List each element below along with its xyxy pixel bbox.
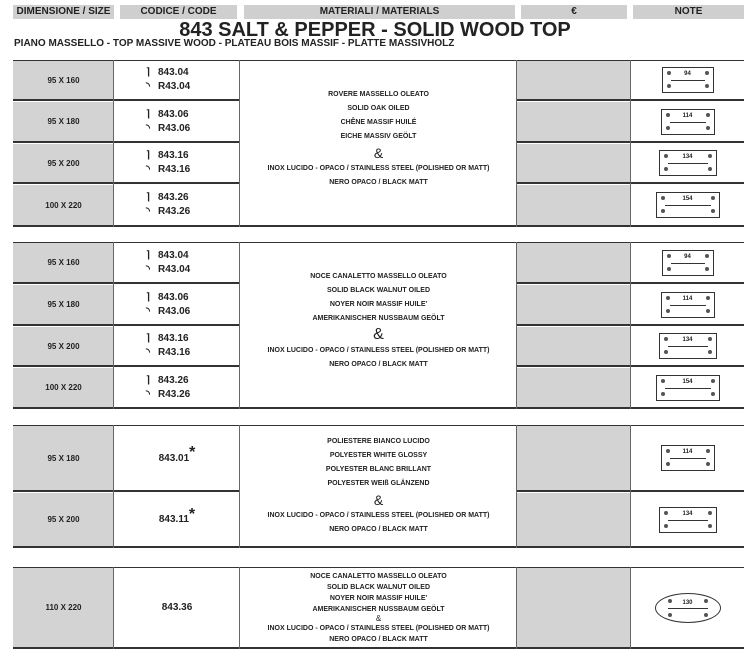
rect-table-icon	[662, 250, 714, 276]
finish-line: INOX LUCIDO - OPACO / STAINLESS STEEL (POLISHED OR MATT)	[267, 347, 490, 354]
dimension-label: 114	[682, 449, 693, 455]
note-cell	[631, 243, 744, 282]
round-corner-icon: ◝	[146, 81, 150, 92]
dimension-bar	[668, 520, 708, 521]
code-cell	[114, 426, 240, 490]
product-code: R43.06	[158, 122, 191, 134]
size-cell: 95 X 200	[13, 493, 114, 546]
leg-dot	[708, 524, 712, 528]
round-corner-icon: ◝	[146, 305, 150, 317]
dimension-bar	[671, 80, 705, 81]
size-cell: 95 X 160	[13, 243, 114, 282]
leg-dot	[711, 392, 715, 396]
leg-dot	[667, 84, 671, 88]
leg-dot	[667, 267, 671, 271]
leg-dot	[664, 167, 668, 171]
price-cell	[517, 368, 631, 407]
header-code: CODICE / CODE	[120, 5, 237, 19]
material-line: NOCE CANALETTO MASSELLO OLEATO	[310, 572, 447, 580]
dimension-bar	[668, 163, 708, 164]
column-divider	[239, 242, 240, 409]
leg-dot	[668, 613, 672, 617]
rect-table-icon	[659, 150, 717, 176]
product-code: 843.16	[158, 333, 189, 344]
material-line: CHÊNE MASSIF HUILÉ	[340, 119, 417, 126]
product-code: R43.26	[158, 388, 191, 400]
dimension-label: 154	[682, 196, 693, 202]
leg-dot	[706, 126, 710, 130]
column-divider	[630, 242, 631, 409]
finish-line: NERO OPACO / BLACK MATT	[329, 526, 428, 533]
size-cell: 95 X 180	[13, 102, 114, 141]
note-cell	[631, 61, 744, 99]
product-code: 843.04	[158, 249, 189, 261]
header-size: DIMENSIONE / SIZE	[13, 5, 114, 19]
note-cell	[631, 568, 744, 647]
product-code: 843.06	[158, 291, 189, 303]
rect-table-icon	[661, 292, 715, 318]
rect-table-icon	[662, 67, 714, 93]
price-cell	[517, 568, 631, 647]
row-divider	[13, 225, 744, 227]
ampersand: &	[373, 326, 384, 343]
leg-dot	[708, 167, 712, 171]
dimension-bar	[665, 388, 711, 389]
product-code: 843.36	[161, 602, 193, 613]
leg-dot	[708, 350, 712, 354]
leg-dot	[661, 209, 665, 213]
material-line: POLYESTER WEIß GLÄNZEND	[327, 480, 430, 487]
dimension-label: 154	[682, 378, 693, 385]
dimension-label: 94	[684, 71, 691, 77]
material-line: AMERIKANISCHER NUSSBAUM GEÖLT	[312, 315, 445, 322]
size-cell: 95 X 200	[13, 144, 114, 182]
price-cell	[517, 285, 631, 324]
price-cell	[517, 185, 631, 225]
header-materials: MATERIALI / MATERIALS	[244, 5, 515, 19]
materials-cell	[240, 243, 517, 407]
row-divider	[13, 407, 744, 409]
square-corner-icon: ⌉	[146, 291, 150, 303]
round-corner-icon: ◝	[146, 388, 150, 400]
materials-cell	[240, 426, 517, 546]
price-cell	[517, 144, 631, 182]
page-subtitle: PIANO MASSELLO - TOP MASSIVE WOOD - PLATEAU BOIS MASSIF - PLATTE MASSIVHOLZ	[14, 38, 455, 49]
material-line: SOLID OAK OILED	[347, 105, 410, 112]
dimension-bar	[665, 205, 711, 206]
leg-dot	[661, 392, 665, 396]
material-line: SOLID BLACK WALNUT OILED	[326, 287, 431, 294]
dimension-bar	[670, 458, 706, 459]
dimension-label: 134	[682, 510, 693, 517]
materials-cell	[240, 568, 517, 647]
dimension-label: 114	[682, 112, 693, 119]
code-cell	[114, 568, 240, 647]
size-cell: 100 X 220	[13, 185, 114, 225]
square-corner-icon: ⌉	[146, 374, 150, 386]
product-code: R43.16	[158, 164, 191, 175]
material-line: POLYESTER BLANC BRILLANT	[325, 466, 432, 473]
ampersand: &	[375, 613, 382, 623]
dimension-bar	[671, 263, 705, 264]
price-cell	[517, 327, 631, 365]
leg-dot	[664, 524, 668, 528]
material-line: NOYER NOIR MASSIF HUILE'	[329, 301, 428, 308]
dimension-bar	[668, 608, 708, 609]
round-corner-icon: ◝	[146, 206, 150, 217]
product-code: 843.16	[158, 150, 189, 161]
note-cell	[631, 102, 744, 141]
column-divider	[239, 567, 240, 649]
round-corner-icon: ◝	[146, 263, 150, 275]
square-corner-icon: ⌉	[146, 192, 150, 203]
size-cell: 95 X 160	[13, 61, 114, 99]
material-line: AMERIKANISCHER NUSSBAUM GEÖLT	[312, 605, 445, 613]
product-code: R43.16	[158, 347, 191, 358]
note-cell	[631, 327, 744, 365]
rect-table-icon	[661, 445, 715, 471]
material-line: POLYESTER WHITE GLOSSY	[329, 452, 428, 459]
note-cell	[631, 426, 744, 490]
asterisk-mark: *	[189, 444, 196, 461]
column-divider	[516, 242, 517, 409]
round-corner-icon: ◝	[146, 122, 150, 134]
column-divider	[516, 60, 517, 227]
dimension-bar	[670, 122, 706, 123]
row-divider	[13, 546, 744, 548]
column-divider	[113, 242, 114, 409]
note-cell	[631, 144, 744, 182]
leg-dot	[706, 309, 710, 313]
finish-line: NERO OPACO / BLACK MATT	[329, 361, 428, 368]
material-line: EICHE MASSIV GEÖLT	[340, 133, 417, 140]
note-cell	[631, 285, 744, 324]
product-code: 843.26	[158, 192, 189, 203]
code-cell	[114, 493, 240, 546]
page-title: 843 SALT & PEPPER - SOLID WOOD TOP	[179, 19, 571, 41]
square-corner-icon: ⌉	[146, 249, 150, 261]
header-note: NOTE	[633, 5, 744, 19]
ampersand: &	[373, 492, 384, 508]
ampersand: &	[373, 145, 384, 161]
product-code: 843.04	[158, 67, 189, 78]
rect-table-icon	[656, 192, 720, 218]
dimension-bar	[668, 346, 708, 347]
size-cell: 100 X 220	[13, 368, 114, 407]
product-code: R43.04	[158, 81, 191, 92]
note-cell	[631, 185, 744, 225]
leg-dot	[666, 462, 670, 466]
column-divider	[239, 425, 240, 548]
finish-line: NERO OPACO / BLACK MATT	[329, 635, 428, 643]
rect-table-icon	[656, 375, 720, 401]
price-cell	[517, 61, 631, 99]
product-code: 843.11	[158, 514, 189, 525]
finish-line: INOX LUCIDO - OPACO / STAINLESS STEEL (POLISHED OR MATT)	[267, 512, 490, 519]
leg-dot	[705, 84, 709, 88]
material-line: POLIESTERE BIANCO LUCIDO	[327, 438, 430, 445]
product-block	[13, 425, 744, 548]
column-divider	[113, 567, 114, 649]
column-divider	[630, 567, 631, 649]
product-code: 843.26	[158, 374, 189, 386]
product-block	[13, 242, 744, 409]
column-divider	[516, 425, 517, 548]
finish-line: INOX LUCIDO - OPACO / STAINLESS STEEL (POLISHED OR MATT)	[267, 624, 490, 632]
dimension-label: 130	[682, 599, 693, 606]
material-line: SOLID BLACK WALNUT OILED	[326, 583, 431, 591]
oval-table-icon	[655, 593, 721, 623]
leg-dot	[706, 462, 710, 466]
column-divider	[516, 567, 517, 649]
dimension-bar	[670, 305, 706, 306]
square-corner-icon: ⌉	[146, 150, 150, 161]
product-code: R43.04	[158, 263, 191, 275]
finish-line: INOX LUCIDO - OPACO / STAINLESS STEEL (POLISHED OR MATT)	[267, 165, 490, 172]
dimension-label: 134	[682, 154, 693, 160]
product-code: 843.01	[158, 452, 190, 464]
round-corner-icon: ◝	[146, 347, 150, 358]
rect-table-icon	[659, 507, 717, 533]
leg-dot	[664, 350, 668, 354]
header-price: €	[521, 5, 627, 19]
price-cell	[517, 493, 631, 546]
size-cell: 95 X 180	[13, 285, 114, 324]
column-divider	[630, 60, 631, 227]
round-corner-icon: ◝	[146, 164, 150, 175]
leg-dot	[705, 267, 709, 271]
square-corner-icon: ⌉	[146, 67, 150, 78]
product-code: R43.26	[158, 206, 191, 217]
leg-dot	[704, 613, 708, 617]
square-corner-icon: ⌉	[146, 333, 150, 344]
rect-table-icon	[659, 333, 717, 359]
dimension-label: 94	[684, 253, 691, 260]
product-block	[13, 567, 744, 649]
square-corner-icon: ⌉	[146, 108, 150, 120]
material-line: NOYER NOIR MASSIF HUILE'	[329, 594, 428, 602]
finish-line: NERO OPACO / BLACK MATT	[329, 179, 428, 186]
product-code: 843.06	[158, 108, 189, 120]
dimension-label: 134	[682, 337, 693, 343]
price-cell	[517, 102, 631, 141]
material-line: NOCE CANALETTO MASSELLO OLEATO	[310, 273, 447, 280]
price-cell	[517, 243, 631, 282]
column-divider	[113, 425, 114, 548]
leg-dot	[711, 209, 715, 213]
column-divider	[630, 425, 631, 548]
dimension-label: 114	[682, 295, 693, 302]
column-divider	[113, 60, 114, 227]
size-cell: 95 X 200	[13, 327, 114, 365]
asterisk-mark: *	[188, 505, 196, 523]
rect-table-icon	[661, 109, 715, 135]
materials-cell	[240, 61, 517, 225]
leg-dot	[666, 309, 670, 313]
size-cell: 95 X 180	[13, 426, 114, 490]
material-line: ROVERE MASSELLO OLEATO	[328, 91, 429, 98]
price-cell	[517, 426, 631, 490]
product-block	[13, 60, 744, 227]
size-cell: 110 X 220	[13, 568, 114, 647]
product-code: R43.06	[158, 305, 191, 317]
note-cell	[631, 368, 744, 407]
row-divider	[13, 647, 744, 649]
leg-dot	[666, 126, 670, 130]
note-cell	[631, 493, 744, 546]
column-divider	[239, 60, 240, 227]
